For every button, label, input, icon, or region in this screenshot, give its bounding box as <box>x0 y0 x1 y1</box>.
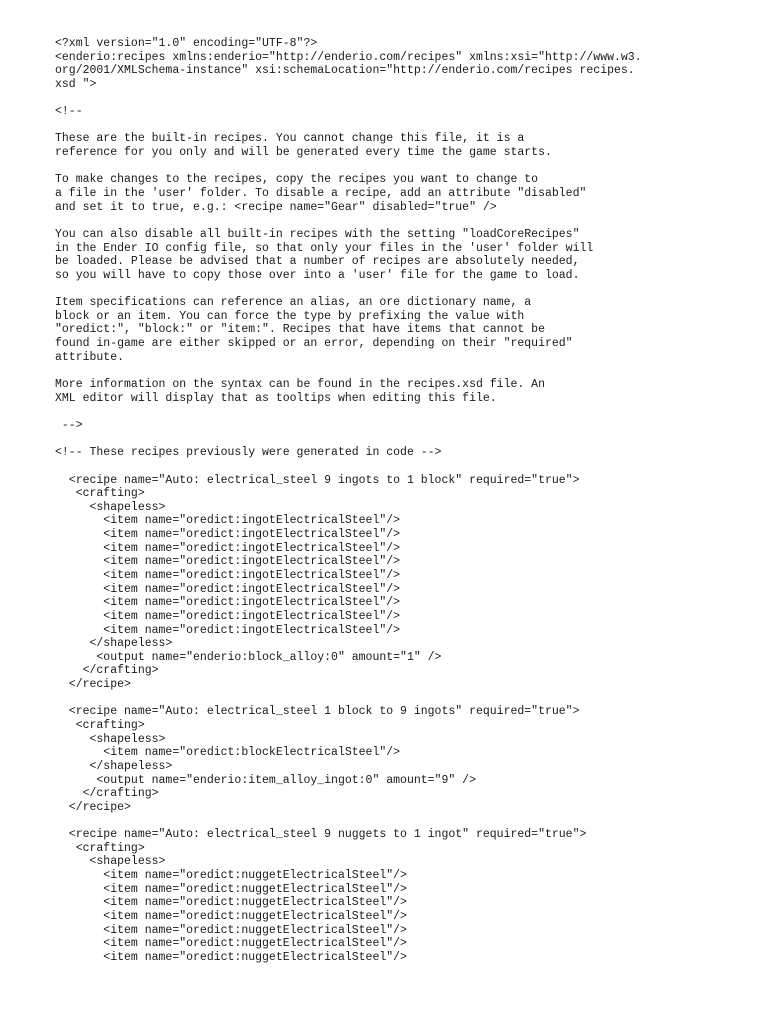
text-line: </shapeless> <box>55 759 173 773</box>
text-line: <item name="oredict:blockElectricalSteel"/> <box>55 746 401 760</box>
blank-line <box>55 433 755 447</box>
text-line: <shapeless> <box>55 732 166 746</box>
text-line: <recipe name="Auto: electrical_steel 1 block to 9 ingots" required="true"> <box>55 705 580 719</box>
text-line: org/2001/XMLSchema-instance" xsi:schemaLocation="http://enderio.com/recipes recipes. <box>55 64 635 78</box>
text-line: <output name="enderio:block_alloy:0" amount="1" /> <box>55 650 442 664</box>
text-line: "oredict:", "block:" or "item:". Recipes that have items that cannot be <box>55 323 545 337</box>
text-line: <item name="oredict:nuggetElectricalSteel"/> <box>55 937 407 951</box>
blank-line <box>55 815 755 829</box>
text-line: <crafting> <box>55 841 145 855</box>
text-line: </recipe> <box>55 800 131 814</box>
text-line: <item name="oredict:nuggetElectricalSteel"/> <box>55 869 407 883</box>
text-line: Item specifications can reference an alias, an ore dictionary name, a <box>55 296 532 310</box>
text-line: <item name="oredict:nuggetElectricalSteel"/> <box>55 882 407 896</box>
text-line: <crafting> <box>55 487 145 501</box>
text-line: </crafting> <box>55 664 159 678</box>
text-line: reference for you only and will be generated every time the game starts. <box>55 146 552 160</box>
text-line: <shapeless> <box>55 855 166 869</box>
text-line: XML editor will display that as tooltips when editing this file. <box>55 391 497 405</box>
text-line: so you will have to copy those over into a 'user' file for the game to load. <box>55 268 580 282</box>
text-line: <item name="oredict:ingotElectricalSteel"/> <box>55 568 401 582</box>
text-line: <item name="oredict:ingotElectricalSteel"/> <box>55 596 401 610</box>
blank-line <box>55 692 755 706</box>
text-line: in the Ender IO config file, so that only your files in the 'user' folder will <box>55 241 594 255</box>
text-line: block or an item. You can force the type by prefixing the value with <box>55 309 525 323</box>
blank-line <box>55 160 755 174</box>
text-line: </shapeless> <box>55 637 173 651</box>
text-line: <item name="oredict:ingotElectricalSteel"/> <box>55 609 401 623</box>
text-line: xsd "> <box>55 77 97 91</box>
blank-line <box>55 119 755 133</box>
blank-line <box>55 214 755 228</box>
text-line: <item name="oredict:ingotElectricalSteel"/> <box>55 555 401 569</box>
text-line: <output name="enderio:item_alloy_ingot:0" amount="9" /> <box>55 773 476 787</box>
text-line: </recipe> <box>55 678 131 692</box>
text-line: <!-- These recipes previously were generated in code --> <box>55 446 442 460</box>
text-line: To make changes to the recipes, copy the recipes you want to change to <box>55 173 539 187</box>
text-line: a file in the 'user' folder. To disable a recipe, add an attribute "disabled" <box>55 187 587 201</box>
text-line: <item name="oredict:ingotElectricalSteel"/> <box>55 514 401 528</box>
blank-line <box>55 92 755 106</box>
text-line: --> <box>55 418 83 432</box>
text-line: <enderio:recipes xmlns:enderio="http://enderio.com/recipes" xmlns:xsi="http://www.w3. <box>55 50 642 64</box>
text-line: <item name="oredict:nuggetElectricalSteel"/> <box>55 923 407 937</box>
text-line: </crafting> <box>55 787 159 801</box>
text-line: <!-- <box>55 105 83 119</box>
text-line: attribute. <box>55 350 125 364</box>
blank-line <box>55 460 755 474</box>
text-line: <item name="oredict:ingotElectricalSteel"/> <box>55 582 401 596</box>
text-line: <item name="oredict:ingotElectricalSteel"/> <box>55 541 401 555</box>
text-line: <item name="oredict:nuggetElectricalSteel"/> <box>55 950 407 964</box>
blank-line <box>55 364 755 378</box>
text-line: More information on the syntax can be found in the recipes.xsd file. An <box>55 378 545 392</box>
text-line: be loaded. Please be advised that a number of recipes are absolutely needed, <box>55 255 580 269</box>
text-line: <item name="oredict:nuggetElectricalSteel"/> <box>55 896 407 910</box>
text-line: <item name="oredict:ingotElectricalSteel"/> <box>55 528 401 542</box>
text-line: <item name="oredict:ingotElectricalSteel"/> <box>55 623 401 637</box>
text-line: <?xml version="1.0" encoding="UTF-8"?> <box>55 37 318 50</box>
text-line: and set it to true, e.g.: <recipe name="Gear" disabled="true" /> <box>55 200 497 214</box>
text-line: <shapeless> <box>55 500 166 514</box>
text-line: <crafting> <box>55 719 145 733</box>
text-line: <recipe name="Auto: electrical_steel 9 ingots to 1 block" required="true"> <box>55 473 580 487</box>
text-line: These are the built-in recipes. You cannot change this file, it is a <box>55 132 525 146</box>
text-line: found in-game are either skipped or an error, depending on their "required" <box>55 337 573 351</box>
blank-line <box>55 283 755 297</box>
text-line: <item name="oredict:nuggetElectricalSteel"/> <box>55 910 407 923</box>
text-line: You can also disable all built-in recipes with the setting "loadCoreRecipes" <box>55 227 580 241</box>
blank-line <box>55 405 755 419</box>
document-body <box>55 37 755 965</box>
text-line: <recipe name="Auto: electrical_steel 9 nuggets to 1 ingot" required="true"> <box>55 828 587 842</box>
